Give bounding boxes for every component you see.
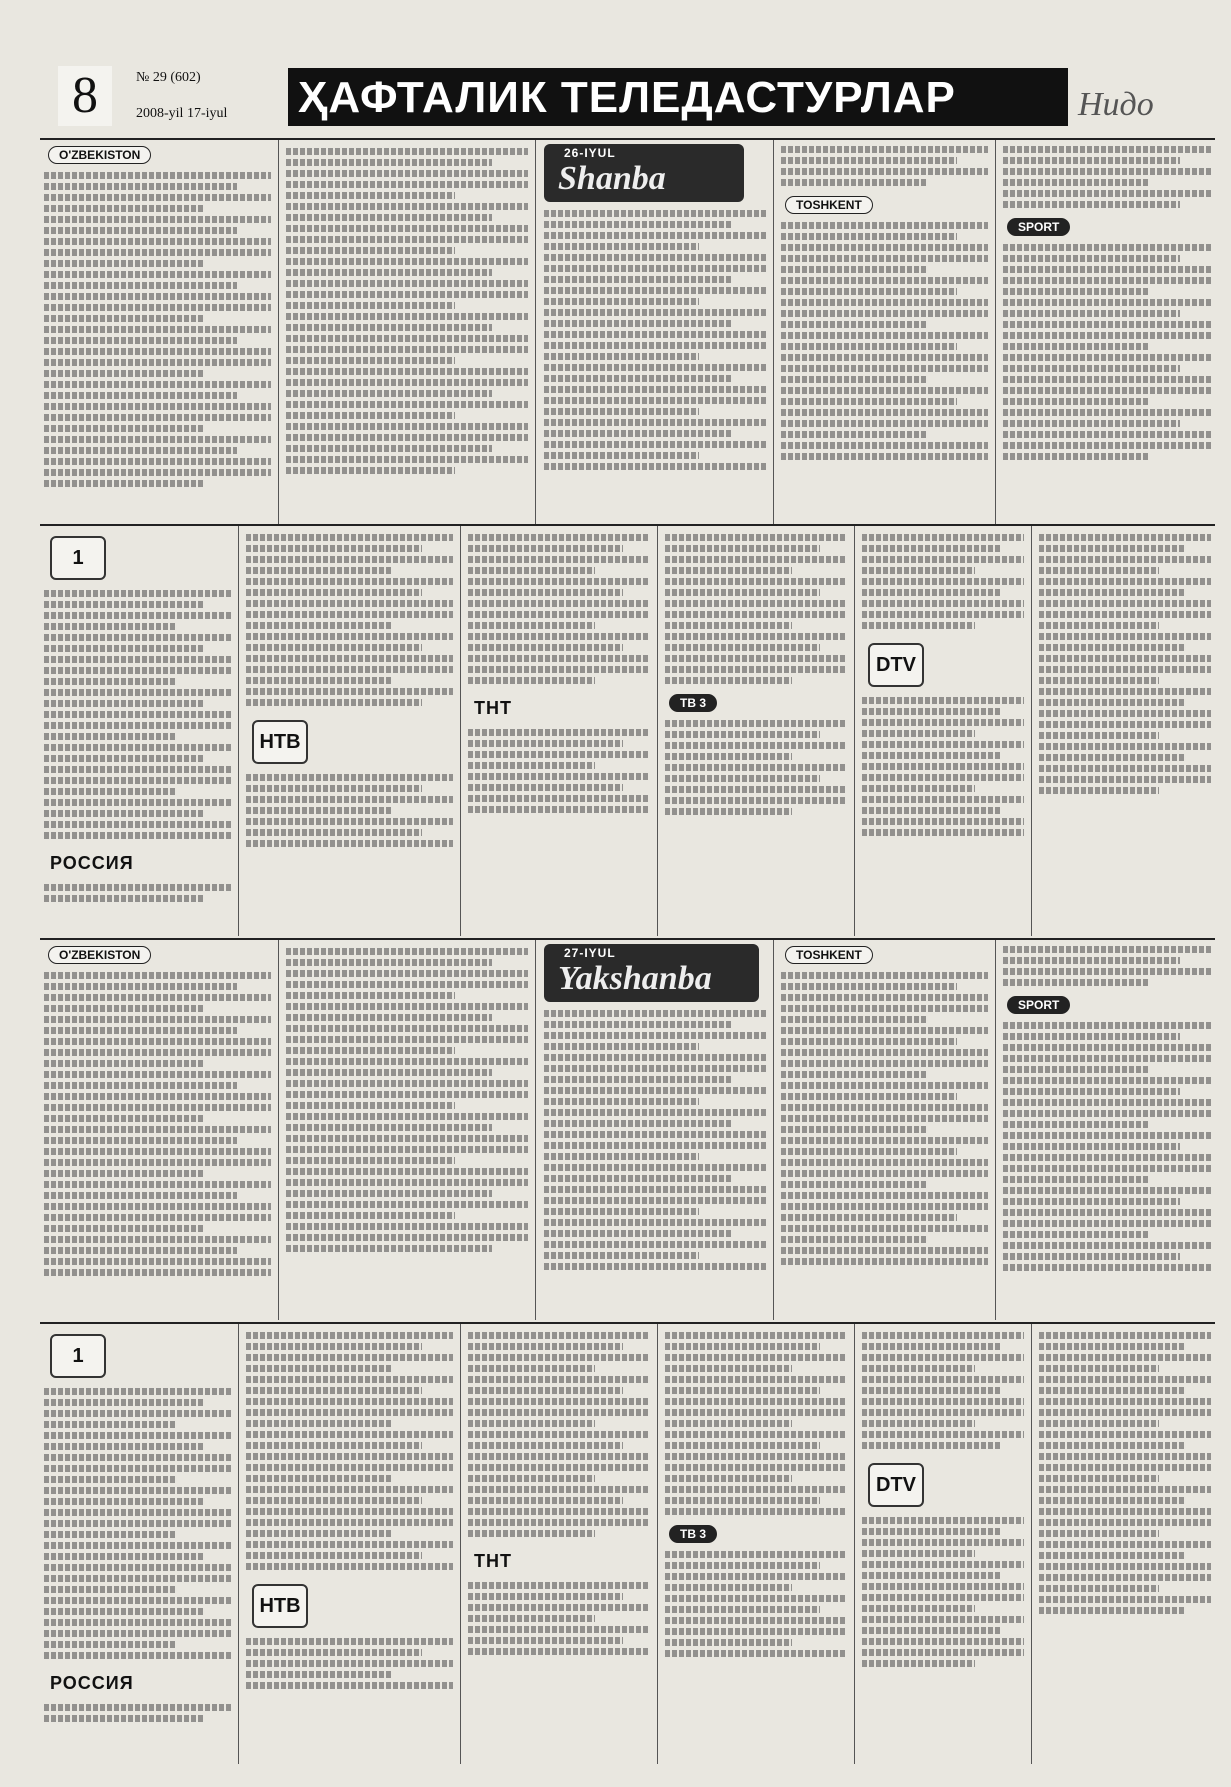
channel-sport: SPORT bbox=[1007, 218, 1070, 236]
channel-rossiya: РОССИЯ bbox=[50, 853, 134, 873]
channel-uzbekiston: O'ZBEKISTON bbox=[48, 946, 151, 964]
channel-ntv-logo: НТВ bbox=[252, 720, 308, 764]
channel-uzbekiston: O'ZBEKISTON bbox=[48, 146, 151, 164]
ren-column-sun bbox=[1035, 1324, 1215, 1764]
sunday-local-block bbox=[40, 938, 1215, 1320]
day-date: 26-IYUL bbox=[564, 146, 616, 160]
brand-logo: Нидо bbox=[1078, 86, 1154, 123]
ntv-column-sun bbox=[242, 1324, 457, 1764]
channel-rossiya: РОССИЯ bbox=[50, 1673, 134, 1693]
day-name: Shanba bbox=[558, 160, 666, 197]
channel-tnt: ТНТ bbox=[474, 1551, 512, 1571]
channel-dtv-logo: DTV bbox=[868, 1463, 924, 1507]
sport-column bbox=[999, 140, 1215, 524]
channel-perviy-logo: 1 bbox=[50, 1334, 106, 1378]
channel-tv3: ТВ 3 bbox=[669, 694, 717, 712]
sport-column-sun bbox=[999, 940, 1215, 1320]
channel-toshkent: TOSHKENT bbox=[785, 196, 873, 214]
uzbekiston-column-2 bbox=[282, 140, 532, 524]
issue-number: № 29 (602) bbox=[136, 70, 201, 85]
day-banner-saturday bbox=[544, 144, 744, 202]
listing-lines bbox=[44, 172, 271, 487]
channel-tnt: ТНТ bbox=[474, 698, 512, 718]
perviy-column-sun bbox=[40, 1324, 235, 1764]
sunday-column bbox=[540, 940, 770, 1320]
channel-dtv-logo: DTV bbox=[868, 643, 924, 687]
channel-tv3: ТВ 3 bbox=[669, 1525, 717, 1543]
dtv-column bbox=[858, 526, 1028, 936]
issue-date: 2008-yil 17-iyul bbox=[136, 106, 228, 121]
tv3-column-sun bbox=[661, 1324, 851, 1764]
toshkent-column-sun bbox=[777, 940, 992, 1320]
channel-toshkent: TOSHKENT bbox=[785, 946, 873, 964]
saturday-russian-block bbox=[40, 524, 1215, 936]
tnt-column-sun bbox=[464, 1324, 654, 1764]
tv3-column bbox=[661, 526, 851, 936]
page-title: ҲАФТАЛИК ТЕЛЕДАСТУРЛАР bbox=[298, 73, 956, 122]
tnt-column bbox=[464, 526, 654, 936]
uzbekiston-column-sun bbox=[40, 940, 275, 1320]
day-banner-sunday bbox=[544, 944, 759, 1002]
page-number: 8 bbox=[58, 66, 112, 126]
uzbekiston-column-sun-2 bbox=[282, 940, 532, 1320]
masthead bbox=[58, 58, 1213, 136]
saturday-local-block bbox=[40, 138, 1215, 524]
channel-sport: SPORT bbox=[1007, 996, 1070, 1014]
saturday-column bbox=[540, 140, 770, 524]
day-date: 27-IYUL bbox=[564, 946, 616, 960]
perviy-column bbox=[40, 526, 235, 936]
toshkent-column bbox=[777, 140, 992, 524]
channel-perviy-logo: 1 bbox=[50, 536, 106, 580]
uzbekiston-column bbox=[40, 140, 275, 524]
listing-placeholder bbox=[0, 0, 1, 1]
day-name: Yakshanba bbox=[558, 960, 712, 997]
dtv-column-sun bbox=[858, 1324, 1028, 1764]
ntv-column bbox=[242, 526, 457, 936]
channel-ntv-logo: НТВ bbox=[252, 1584, 308, 1628]
sunday-russian-block bbox=[40, 1322, 1215, 1764]
ren-column bbox=[1035, 526, 1215, 936]
